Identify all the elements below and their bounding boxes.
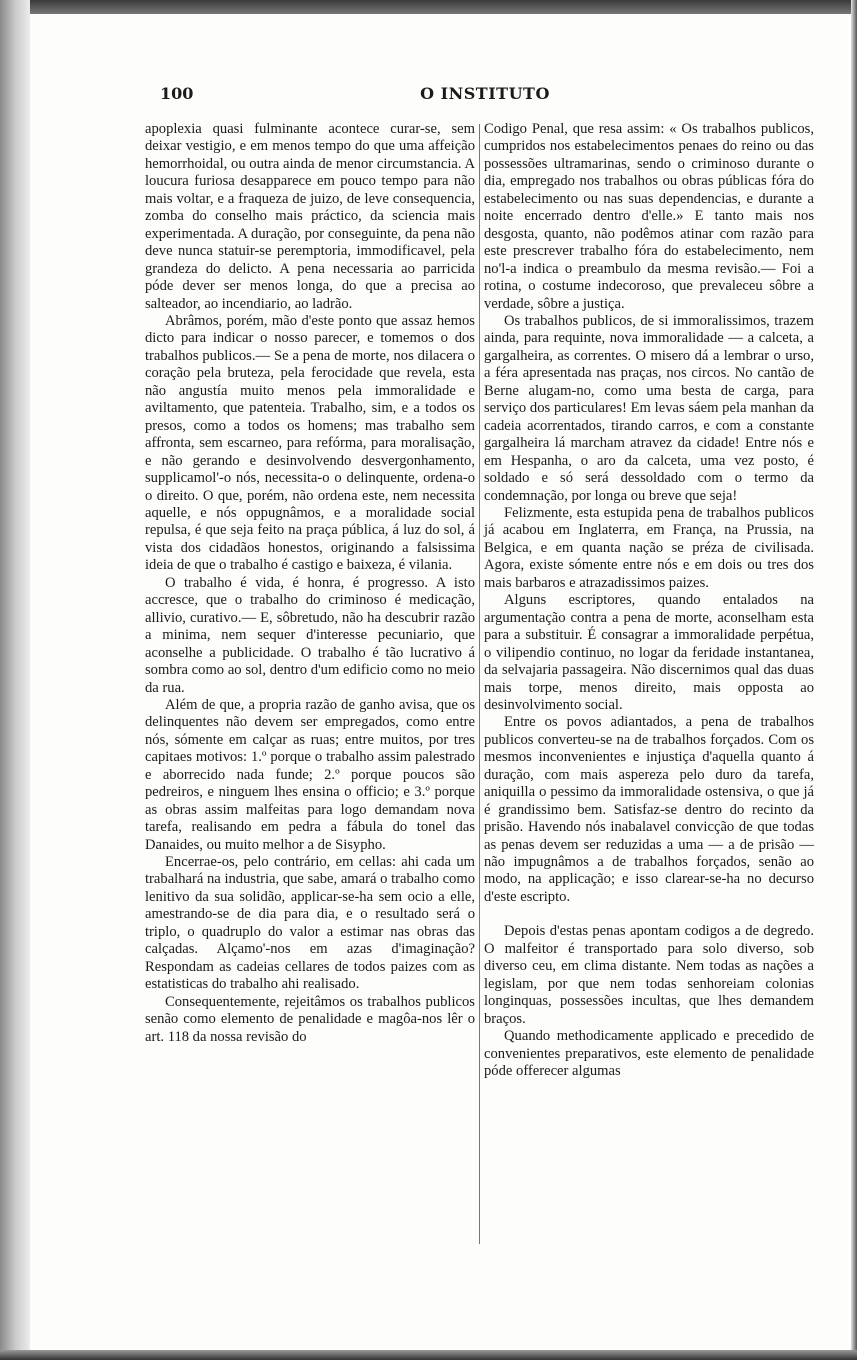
paragraph: Encerrae-os, pelo contrário, em cellas: ahi cada um trabalhará na industria, que sabe, amará o trabalho como lenitivo da sua solidão, applicar-se-ha sem ocio a elle, amestrando-se de dia para dia, e o resultado será o triplo, o quadruplo do valor a estimar nas obras das calçadas. Alçamo'-nos em azas d'imaginação? Respondam as cadeias cellares de todos paizes com as estatisticas do trabalho ahi realisado.	[145, 854, 475, 993]
page-header	[160, 84, 810, 108]
paragraph: Entre os povos adiantados, a pena de trabalhos publicos converteu-se na de trabalhos forçados. Com os mesmos inconvenientes e injustiça d'aquella quanto á duração, com mais aspereza pelo duro da tarefa, aniquilla o pessimo da immoralidade ostensiva, o que já é grandissimo bem. Satisfaz-se dentro do recinto da prisão. Havendo nós inabalavel convicção de que todas as penas devem ser reduzidas a uma — a de prisão — não impugnâmos a de trabalhos forçados, senão ao modo, na applicação; e isso clarear-se-ha no decurso d'este escripto.	[484, 714, 814, 905]
paragraph: apoplexia quasi fulminante acontece curar-se, sem deixar vestigio, e em menos tempo do que uma affeição hemorrhoidal, ou outra ainda de menor circumstancia. A loucura furiosa desapparece em pouco tempo para não mais voltar, e a fraqueza de juizo, de leve consequencia, zomba do conselho mais práctico, da sciencia mais experimentada. A duração, por conseguinte, da pena não deve nunca statuir-se peremptoria, immodificavel, pela grandeza do delicto. A pena necessaria ao parricida póde dever ser menos longa, do que a precisa ao salteador, ao incendiario, ao ladrão.	[145, 121, 475, 312]
paragraph: Codigo Penal, que resa assim: « Os trabalhos publicos, cumpridos nos estabelecimentos penaes do reino ou das possessões ultramarinas, sendo o criminoso durante o dia, empregado nos trabalhos ou obras públicas fóra do estabelecimento ou nas suas dependencias, e durante a noite encerrado dentro d'elle.» E tanto mais nos desgosta, quanto, não podêmos atinar com razão para este prescrever trabalho fóra do estabelecimento, nem no'l-a indica o preambulo da mesma revisão.— Foi a rotina, o costume indecoroso, que prevaleceu sôbre a verdade, sôbre a justiça.	[484, 121, 814, 312]
left-binding-edge	[0, 0, 30, 1360]
paragraph: Abrâmos, porém, mão d'este ponto que assaz hemos dicto para indicar o nosso parecer, e tomemos o dos trabalhos publicos.— Se a pena de morte, nos dilacera o coração pela bruteza, pela ferocidade que revela, esta não angustía muito menos pela immoralidade e aviltamento, que patenteia. Trabalho, sim, e a todos os presos, como a todos os homens; mas trabalho sem affronta, sem escarneo, para refórma, para moralisação, e não gerando e desinvolvendo desvergonhamento, supplicamol'-o nós, necessita-o o delinquente, ordena-o o direito. O que, porém, não ordena este, nem necessita aquelle, e nós oppugnâmos, e a moralidade social repulsa, é que seja feito na praça pública, á luz do sol, á vista dos cidadãos honestos, originando a falsissima ideia de que o trabalho é castigo e baixeza, é vilania.	[145, 312, 475, 574]
paragraph: Além de que, a propria razão de ganho avisa, que os delinquentes não devem ser empregados, como entre nós, sómente em calçar as ruas; entre muitos, por tres capitaes motivos: 1.º porque o trabalho assim palestrado e aborrecido nada funde; 2.º porque poucos são pedreiros, e ninguem lhes ensina o officio; e 3.º porque as obras assim malfeitas para logo demandam nova tarefa, realisando em pedra a fábula do tonel das Danaides, ou muito melhor a de Sisypho.	[145, 696, 475, 853]
paragraph: Quando methodicamente applicado e precedido de convenientes preparativos, este elemento de penalidade póde offerecer algumas	[484, 1028, 814, 1080]
paragraph: Felizmente, esta estupida pena de trabalhos publicos já acabou em Inglaterra, em França, na Prussia, na Belgica, e em quanta nação se préza de civilisada. Agora, existe sómente entre nós e em dois ou tres dos mais barbaros e atrazadissimos paizes.	[484, 504, 814, 591]
top-page-edge	[0, 0, 857, 14]
paragraph: Depois d'estas penas apontam codigos a de degredo. O malfeitor é transportado para solo diverso, sob diverso ceu, em clima distante. Nem todas as nações a legislam, por que nem todas senhoreiam colonias longinquas, possessões incultas, que lhes demandem braços.	[484, 923, 814, 1027]
right-text-column	[484, 121, 814, 1080]
page-number: 100	[160, 84, 194, 103]
paragraph: Os trabalhos publicos, de si immoralissimos, trazem ainda, para requinte, nova immoralidade — a calceta, a gargalheira, as correntes. O misero dá a lembrar o urso, a féra apresentada nas praças, nos circos. No cantão de Berne alugam-no, como uma besta de carga, para serviço dos particulares! Em levas sáem pela manhan da cadeia acorrentados, tirando carros, e com a constante gargalheira lá marcham atravez da cidade! Entre nós e em Hespanha, o aro da calceta, uma vez posto, é soldado e só será dessoldado com o termo da condemnação, por longa ou breve que seja!	[484, 312, 814, 504]
right-page-edge	[851, 0, 857, 1360]
paragraph: Alguns escriptores, quando entalados na argumentação contra a pena de morte, aconselham esta para a substituir. É consagrar a immoralidade perpétua, o vilipendio continuo, no logar da feridade instantanea, da selvajaria passageira. Não discernimos qual das duas mais torpe, menos direito, mais opposta ao desinvolvimento social.	[484, 592, 814, 713]
paragraph: O trabalho é vida, é honra, é progresso. A isto accresce, que o trabalho do criminoso é medicação, allivio, curativo.— E, sôbretudo, não ha descubrir razão a minima, nem sequer d'interesse pecuniario, que aconselhe a publicidade. O trabalho é tão lucrativo á sombra como ao sol, dentro d'um edificio como no meio da rua.	[145, 574, 475, 696]
running-title: O INSTITUTO	[420, 84, 550, 103]
left-text-column	[145, 121, 475, 1046]
paragraph: Consequentemente, rejeitâmos os trabalhos publicos senão como elemento de penalidade e magôa-nos lêr o art. 118 da nossa revisão do	[145, 993, 475, 1045]
bottom-page-edge	[0, 1350, 857, 1360]
column-divider	[479, 124, 480, 1244]
